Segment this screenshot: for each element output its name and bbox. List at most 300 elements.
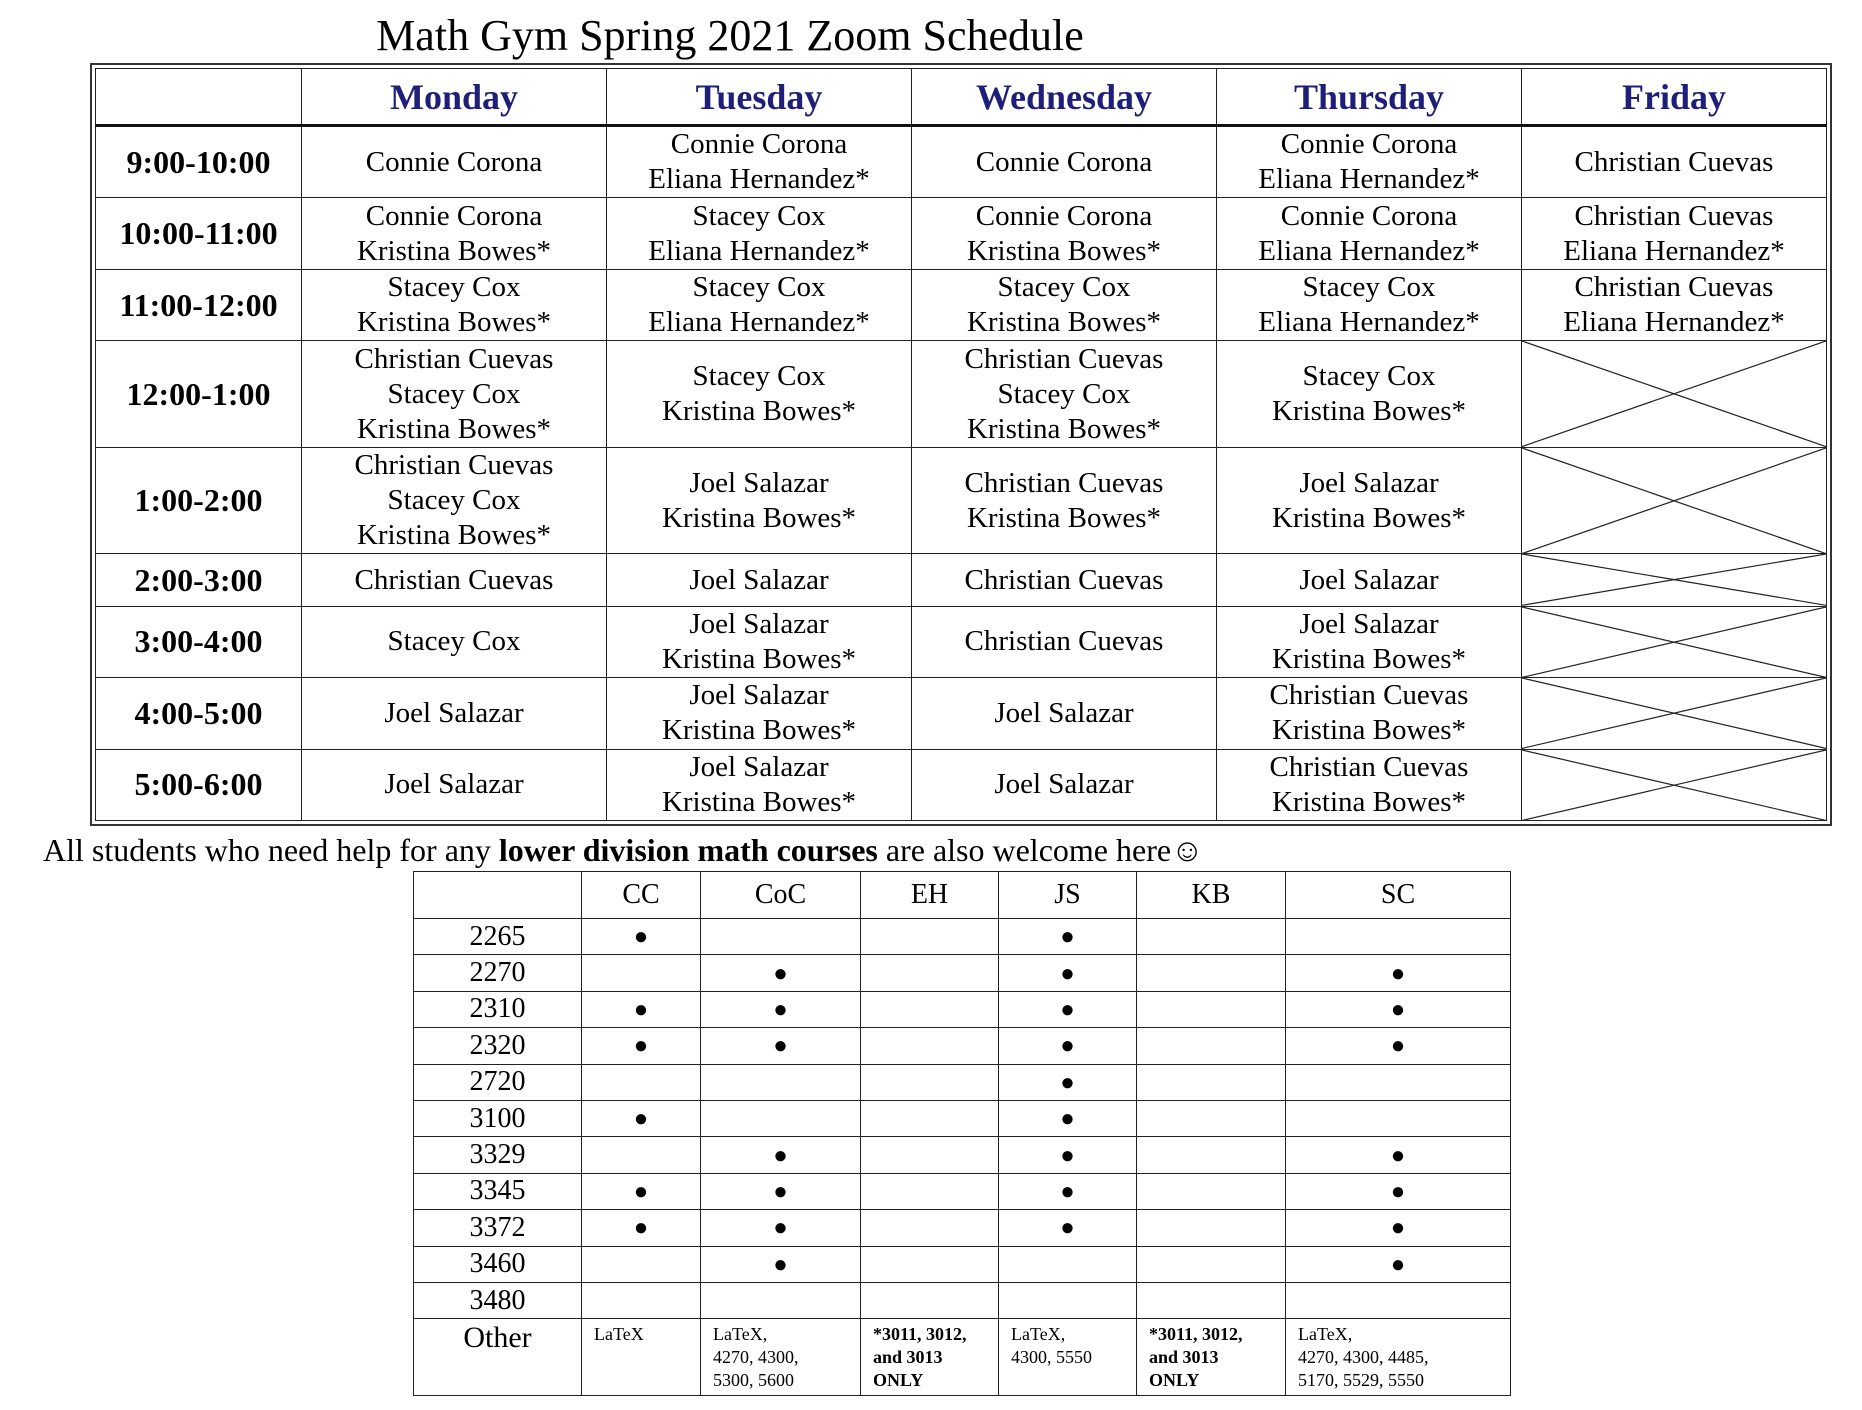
available-dot-icon: ● xyxy=(633,1106,649,1133)
course-row xyxy=(414,955,1511,991)
tutor-name: Joel Salazar xyxy=(1299,563,1439,596)
time-slot-label: 5:00-6:00 xyxy=(96,749,302,820)
course-row xyxy=(414,1028,1511,1064)
tutor-cell xyxy=(302,198,607,269)
other-course-line: LaTeX, xyxy=(1011,1324,1066,1345)
availability-cell xyxy=(1137,955,1286,991)
tutor-name: Kristina Bowes* xyxy=(661,785,857,818)
availability-cell xyxy=(701,1064,861,1100)
tutor-cell xyxy=(1217,678,1522,749)
closed-cross-icon xyxy=(1522,341,1826,447)
course-row xyxy=(414,1064,1511,1100)
availability-cell xyxy=(861,1173,999,1209)
other-row xyxy=(414,1319,1511,1396)
tutor-cell xyxy=(607,447,912,554)
tutor-name: Kristina Bowes* xyxy=(966,501,1162,534)
time-slot-label: 11:00-12:00 xyxy=(96,269,302,340)
tutor-cell xyxy=(1217,447,1522,554)
time-slot-label: 4:00-5:00 xyxy=(96,678,302,749)
day-header-thursday: Thursday xyxy=(1217,69,1522,126)
tutor-name: Joel Salazar xyxy=(689,563,829,596)
tutor-name: Eliana Hernandez* xyxy=(648,306,870,339)
availability-cell xyxy=(861,1246,999,1282)
tutor-name: Joel Salazar xyxy=(1299,607,1439,640)
tutor-name: Joel Salazar xyxy=(384,768,524,801)
availability-cell xyxy=(701,1173,861,1209)
time-slot-label: 10:00-11:00 xyxy=(96,198,302,269)
available-dot-icon: ● xyxy=(633,924,649,951)
tutor-name: Christian Cuevas xyxy=(964,625,1164,658)
availability-cell xyxy=(701,1137,861,1173)
page-title: Math Gym Spring 2021 Zoom Schedule xyxy=(376,11,1084,60)
course-number: 2720 xyxy=(414,1064,582,1100)
schedule-row xyxy=(96,606,1827,677)
tutor-name: Kristina Bowes* xyxy=(1271,785,1467,818)
other-course-line: LaTeX, xyxy=(713,1324,768,1345)
schedule-table-frame xyxy=(90,63,1832,826)
tutor-cell xyxy=(1217,341,1522,448)
tutor-name: Kristina Bowes* xyxy=(661,501,857,534)
other-courses-cell xyxy=(582,1319,701,1396)
tutor-name: Kristina Bowes* xyxy=(1271,642,1467,675)
tutor-cell xyxy=(607,749,912,820)
closed-slot-cell xyxy=(1522,341,1827,448)
time-slot-label: 12:00-1:00 xyxy=(96,341,302,448)
other-courses-cell xyxy=(999,1319,1137,1396)
other-courses-cell xyxy=(1137,1319,1286,1396)
tutor-cell xyxy=(1522,198,1827,269)
other-courses-cell xyxy=(1286,1319,1511,1396)
availability-cell xyxy=(1286,991,1511,1027)
tutor-name: Joel Salazar xyxy=(1299,466,1439,499)
availability-cell xyxy=(861,1064,999,1100)
tutor-cell xyxy=(607,554,912,606)
tutor-name: Christian Cuevas xyxy=(964,466,1164,499)
schedule-table xyxy=(95,68,1827,821)
available-dot-icon: ● xyxy=(1390,1251,1406,1278)
available-dot-icon: ● xyxy=(1060,1142,1075,1169)
availability-cell xyxy=(701,991,861,1027)
course-number: 2320 xyxy=(414,1028,582,1064)
availability-cell xyxy=(582,1137,701,1173)
tutor-name: Kristina Bowes* xyxy=(1271,714,1467,747)
tutor-name: Christian Cuevas xyxy=(964,563,1164,596)
availability-cell xyxy=(701,955,861,991)
availability-cell xyxy=(861,955,999,991)
availability-cell xyxy=(582,1210,701,1246)
schedule-row xyxy=(96,126,1827,198)
available-dot-icon: ● xyxy=(1060,1069,1075,1096)
course-row xyxy=(414,919,1511,955)
available-dot-icon: ● xyxy=(1060,1178,1075,1205)
availability-cell xyxy=(1286,1246,1511,1282)
availability-cell xyxy=(582,1282,701,1318)
available-dot-icon: ● xyxy=(633,1178,649,1205)
other-course-line: 5170, 5529, 5550 xyxy=(1298,1370,1424,1391)
availability-cell xyxy=(999,1100,1137,1136)
available-dot-icon: ● xyxy=(773,1251,788,1278)
course-corner-cell xyxy=(414,872,582,919)
tutor-name: Kristina Bowes* xyxy=(966,306,1162,339)
course-row xyxy=(414,1100,1511,1136)
tutor-name: Connie Corona xyxy=(975,145,1153,178)
availability-cell xyxy=(582,919,701,955)
availability-cell xyxy=(1137,991,1286,1027)
other-course-line: LaTeX xyxy=(594,1324,644,1345)
available-dot-icon: ● xyxy=(773,1215,788,1242)
course-number: 3329 xyxy=(414,1137,582,1173)
tutor-cell xyxy=(302,678,607,749)
course-number: 3480 xyxy=(414,1282,582,1318)
tutor-cell xyxy=(1522,269,1827,340)
available-dot-icon: ● xyxy=(773,960,788,987)
other-course-line: 4300, 5550 xyxy=(1011,1347,1092,1368)
tutor-column-header-eh: EH xyxy=(861,872,999,919)
tutor-cell xyxy=(607,341,912,448)
course-number: 2310 xyxy=(414,991,582,1027)
availability-cell xyxy=(582,1028,701,1064)
availability-cell xyxy=(1286,919,1511,955)
tutor-name: Stacey Cox xyxy=(1302,271,1436,304)
schedule-row xyxy=(96,554,1827,606)
course-number: 3372 xyxy=(414,1210,582,1246)
tutor-cell xyxy=(1217,126,1522,198)
course-row xyxy=(414,991,1511,1027)
other-course-line: and 3013 xyxy=(873,1347,943,1368)
tutor-name: Kristina Bowes* xyxy=(661,642,857,675)
available-dot-icon: ● xyxy=(1060,996,1075,1023)
tutor-cell xyxy=(1522,126,1827,198)
tutor-name: Kristina Bowes* xyxy=(356,306,552,339)
course-row xyxy=(414,1282,1511,1318)
tutor-name: Kristina Bowes* xyxy=(1271,501,1467,534)
availability-cell xyxy=(1286,955,1511,991)
tutor-name: Stacey Cox xyxy=(387,377,521,410)
tutor-cell xyxy=(912,198,1217,269)
tutor-cell xyxy=(1217,554,1522,606)
tutor-name: Connie Corona xyxy=(670,128,848,161)
availability-cell xyxy=(999,955,1137,991)
tutor-name: Joel Salazar xyxy=(994,696,1134,729)
time-slot-label: 9:00-10:00 xyxy=(96,126,302,198)
tutor-cell xyxy=(912,678,1217,749)
available-dot-icon: ● xyxy=(773,1142,788,1169)
schedule-row xyxy=(96,678,1827,749)
tutor-cell xyxy=(607,269,912,340)
schedule-row xyxy=(96,341,1827,448)
tutor-name: Joel Salazar xyxy=(689,750,829,783)
other-course-line: ONLY xyxy=(1149,1370,1200,1391)
tutor-name: Christian Cuevas xyxy=(1269,750,1469,783)
tutor-cell xyxy=(912,447,1217,554)
tutor-cell xyxy=(302,606,607,677)
tutor-cell xyxy=(912,341,1217,448)
availability-cell xyxy=(999,991,1137,1027)
note-text-before: All students who need help for any xyxy=(43,832,499,868)
closed-slot-cell xyxy=(1522,554,1827,606)
availability-cell xyxy=(701,1028,861,1064)
available-dot-icon: ● xyxy=(1390,996,1406,1023)
availability-cell xyxy=(1137,1282,1286,1318)
closed-cross-icon xyxy=(1522,750,1826,820)
availability-cell xyxy=(999,1064,1137,1100)
availability-cell xyxy=(1137,1210,1286,1246)
available-dot-icon: ● xyxy=(1060,924,1075,951)
availability-cell xyxy=(999,1137,1137,1173)
time-slot-label: 1:00-2:00 xyxy=(96,447,302,554)
availability-cell xyxy=(701,1210,861,1246)
other-course-line: LaTeX, xyxy=(1298,1324,1353,1345)
course-row xyxy=(414,1137,1511,1173)
tutor-cell xyxy=(302,126,607,198)
tutor-cell xyxy=(912,554,1217,606)
tutor-name: Eliana Hernandez* xyxy=(648,234,870,267)
tutor-column-header-coc: CoC xyxy=(701,872,861,919)
availability-cell xyxy=(701,1100,861,1136)
tutor-name: Joel Salazar xyxy=(689,607,829,640)
closed-cross-icon xyxy=(1522,554,1826,605)
schedule-row xyxy=(96,447,1827,554)
tutor-name: Stacey Cox xyxy=(692,360,826,393)
availability-cell xyxy=(582,955,701,991)
tutor-name: Stacey Cox xyxy=(692,271,826,304)
available-dot-icon: ● xyxy=(1060,960,1075,987)
availability-cell xyxy=(582,991,701,1027)
tutor-column-header-cc: CC xyxy=(582,872,701,919)
tutor-name: Christian Cuevas xyxy=(1269,679,1469,712)
tutor-name: Christian Cuevas xyxy=(354,563,554,596)
available-dot-icon: ● xyxy=(633,1033,649,1060)
course-number: 3100 xyxy=(414,1100,582,1136)
availability-cell xyxy=(1286,1064,1511,1100)
availability-cell xyxy=(1286,1137,1511,1173)
tutor-name: Stacey Cox xyxy=(692,199,826,232)
schedule-row xyxy=(96,198,1827,269)
course-tutor-table xyxy=(413,871,1511,1396)
available-dot-icon: ● xyxy=(773,996,788,1023)
tutor-name: Kristina Bowes* xyxy=(661,395,857,428)
closed-slot-cell xyxy=(1522,678,1827,749)
tutor-name: Connie Corona xyxy=(1280,128,1458,161)
day-header-friday: Friday xyxy=(1522,69,1827,126)
tutor-cell xyxy=(607,198,912,269)
note-text-bold: lower division math courses xyxy=(498,832,878,868)
tutor-cell xyxy=(302,341,607,448)
other-course-line: 5300, 5600 xyxy=(713,1370,794,1391)
availability-cell xyxy=(999,1246,1137,1282)
tutor-name: Kristina Bowes* xyxy=(661,714,857,747)
tutor-column-header-sc: SC xyxy=(1286,872,1511,919)
course-row xyxy=(414,1246,1511,1282)
availability-cell xyxy=(861,1282,999,1318)
available-dot-icon: ● xyxy=(1390,1215,1406,1242)
tutor-cell xyxy=(1217,198,1522,269)
other-courses-cell xyxy=(701,1319,861,1396)
availability-cell xyxy=(701,1246,861,1282)
schedule-row xyxy=(96,749,1827,820)
course-number: 2265 xyxy=(414,919,582,955)
available-dot-icon: ● xyxy=(1390,1178,1406,1205)
other-course-line: 4270, 4300, 4485, xyxy=(1298,1347,1429,1368)
availability-cell xyxy=(1137,1173,1286,1209)
available-dot-icon: ● xyxy=(1390,1033,1406,1060)
availability-cell xyxy=(999,1282,1137,1318)
time-slot-label: 3:00-4:00 xyxy=(96,606,302,677)
available-dot-icon: ● xyxy=(1390,960,1406,987)
tutor-name: Connie Corona xyxy=(1280,199,1458,232)
availability-cell xyxy=(582,1100,701,1136)
availability-cell xyxy=(999,919,1137,955)
availability-cell xyxy=(861,991,999,1027)
tutor-name: Eliana Hernandez* xyxy=(1563,234,1785,267)
availability-cell xyxy=(1137,1028,1286,1064)
schedule-corner-cell xyxy=(96,69,302,126)
tutor-name: Christian Cuevas xyxy=(964,342,1164,375)
availability-cell xyxy=(1137,1246,1286,1282)
availability-cell xyxy=(999,1028,1137,1064)
tutor-cell xyxy=(302,749,607,820)
tutor-name: Joel Salazar xyxy=(994,768,1134,801)
availability-cell xyxy=(1137,919,1286,955)
available-dot-icon: ● xyxy=(1390,1142,1406,1169)
tutor-cell xyxy=(1217,749,1522,820)
tutor-name: Christian Cuevas xyxy=(354,449,554,482)
tutor-column-header-kb: KB xyxy=(1137,872,1286,919)
availability-cell xyxy=(582,1064,701,1100)
availability-cell xyxy=(861,1210,999,1246)
tutor-name: Eliana Hernandez* xyxy=(1563,306,1785,339)
tutor-name: Eliana Hernandez* xyxy=(1258,306,1480,339)
tutor-name: Stacey Cox xyxy=(997,271,1131,304)
available-dot-icon: ● xyxy=(1060,1215,1075,1242)
availability-cell xyxy=(861,1028,999,1064)
availability-cell xyxy=(1137,1137,1286,1173)
available-dot-icon: ● xyxy=(773,1033,788,1060)
availability-cell xyxy=(582,1246,701,1282)
available-dot-icon: ● xyxy=(1060,1106,1075,1133)
tutor-name: Connie Corona xyxy=(365,199,543,232)
tutor-name: Joel Salazar xyxy=(689,679,829,712)
tutor-name: Kristina Bowes* xyxy=(966,234,1162,267)
schedule-row xyxy=(96,269,1827,340)
availability-cell xyxy=(701,919,861,955)
tutor-name: Stacey Cox xyxy=(997,377,1131,410)
tutor-name: Kristina Bowes* xyxy=(356,519,552,552)
note-text xyxy=(43,830,1204,870)
tutor-name: Stacey Cox xyxy=(387,625,521,658)
availability-cell xyxy=(1286,1028,1511,1064)
tutor-name: Connie Corona xyxy=(365,145,543,178)
tutor-name: Stacey Cox xyxy=(1302,360,1436,393)
note-text-after: are also welcome here☺ xyxy=(877,832,1204,868)
tutor-name: Christian Cuevas xyxy=(1574,145,1774,178)
course-number: 2270 xyxy=(414,955,582,991)
tutor-cell xyxy=(607,678,912,749)
tutor-name: Kristina Bowes* xyxy=(1271,395,1467,428)
availability-cell xyxy=(1286,1282,1511,1318)
available-dot-icon: ● xyxy=(633,996,649,1023)
availability-cell xyxy=(582,1173,701,1209)
tutor-cell xyxy=(1217,606,1522,677)
time-slot-label: 2:00-3:00 xyxy=(96,554,302,606)
availability-cell xyxy=(861,1100,999,1136)
tutor-name: Joel Salazar xyxy=(384,696,524,729)
day-header-monday: Monday xyxy=(302,69,607,126)
day-header-tuesday: Tuesday xyxy=(607,69,912,126)
tutor-name: Christian Cuevas xyxy=(1574,199,1774,232)
tutor-cell xyxy=(607,606,912,677)
closed-slot-cell xyxy=(1522,606,1827,677)
tutor-name: Eliana Hernandez* xyxy=(1258,234,1480,267)
tutor-name: Kristina Bowes* xyxy=(356,234,552,267)
tutor-name: Joel Salazar xyxy=(689,466,829,499)
availability-cell xyxy=(999,1173,1137,1209)
tutor-cell xyxy=(912,126,1217,198)
other-courses-cell xyxy=(861,1319,999,1396)
closed-cross-icon xyxy=(1522,448,1826,554)
other-label: Other xyxy=(414,1319,582,1396)
available-dot-icon: ● xyxy=(773,1178,788,1205)
availability-cell xyxy=(1286,1100,1511,1136)
course-row xyxy=(414,1173,1511,1209)
availability-cell xyxy=(1137,1100,1286,1136)
tutor-cell xyxy=(302,447,607,554)
tutor-name: Kristina Bowes* xyxy=(356,412,552,445)
closed-cross-icon xyxy=(1522,678,1826,748)
availability-cell xyxy=(1286,1210,1511,1246)
other-course-line: and 3013 xyxy=(1149,1347,1219,1368)
closed-slot-cell xyxy=(1522,749,1827,820)
closed-slot-cell xyxy=(1522,447,1827,554)
other-course-line: 4270, 4300, xyxy=(713,1347,799,1368)
closed-cross-icon xyxy=(1522,607,1826,677)
tutor-column-header-js: JS xyxy=(999,872,1137,919)
other-course-line: ONLY xyxy=(873,1370,924,1391)
tutor-name: Stacey Cox xyxy=(387,271,521,304)
tutor-cell xyxy=(912,269,1217,340)
course-table-header-row xyxy=(414,872,1511,919)
course-number: 3460 xyxy=(414,1246,582,1282)
availability-cell xyxy=(701,1282,861,1318)
available-dot-icon: ● xyxy=(633,1215,649,1242)
tutor-name: Stacey Cox xyxy=(387,484,521,517)
other-course-line: *3011, 3012, xyxy=(1149,1324,1243,1345)
tutor-cell xyxy=(912,749,1217,820)
availability-cell xyxy=(1137,1064,1286,1100)
tutor-cell xyxy=(607,126,912,198)
availability-cell xyxy=(999,1210,1137,1246)
tutor-name: Christian Cuevas xyxy=(354,342,554,375)
schedule-header-row xyxy=(96,69,1827,126)
day-header-wednesday: Wednesday xyxy=(912,69,1217,126)
availability-cell xyxy=(1286,1173,1511,1209)
tutor-cell xyxy=(302,554,607,606)
tutor-cell xyxy=(302,269,607,340)
tutor-name: Christian Cuevas xyxy=(1574,271,1774,304)
availability-cell xyxy=(861,919,999,955)
available-dot-icon: ● xyxy=(1060,1033,1075,1060)
tutor-name: Eliana Hernandez* xyxy=(648,163,870,196)
tutor-cell xyxy=(912,606,1217,677)
other-course-line: *3011, 3012, xyxy=(873,1324,967,1345)
availability-cell xyxy=(861,1137,999,1173)
tutor-cell xyxy=(1217,269,1522,340)
tutor-name: Kristina Bowes* xyxy=(966,412,1162,445)
tutor-name: Eliana Hernandez* xyxy=(1258,163,1480,196)
tutor-name: Connie Corona xyxy=(975,199,1153,232)
course-row xyxy=(414,1210,1511,1246)
course-number: 3345 xyxy=(414,1173,582,1209)
